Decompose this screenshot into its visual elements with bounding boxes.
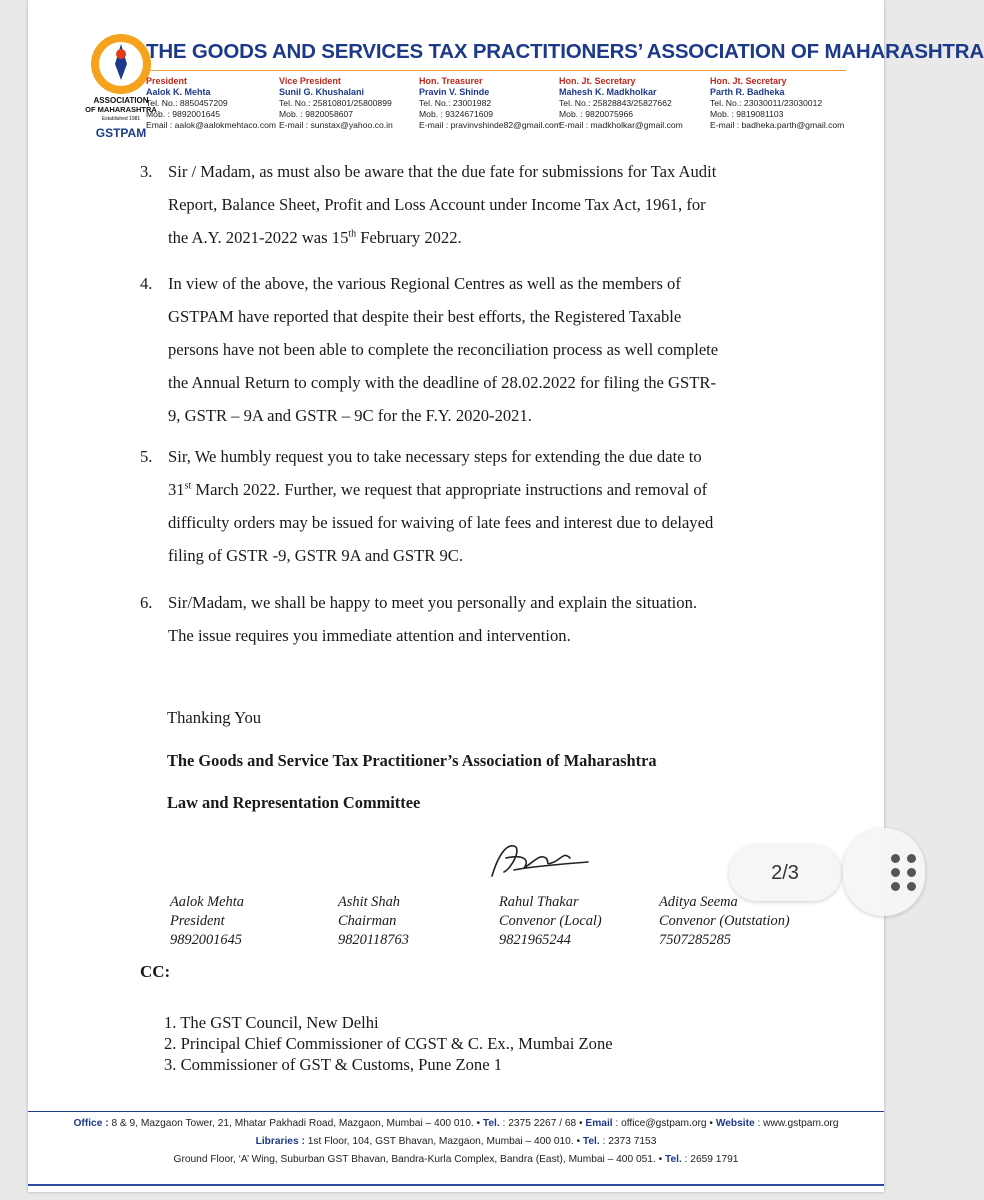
signatory-convenor-outstation: Aditya Seema Convenor (Outstation) 7507285285 (659, 894, 790, 948)
grip-dot-icon (907, 868, 916, 877)
cc-item: 1. The GST Council, New Delhi (164, 1013, 379, 1032)
footer-office-line: Office : 8 & 9, Mazgaon Tower, 21, Mhatar Pakhadi Road, Mazgaon, Mumbai – 400 010. • Tel. : 2375 2267 / 68 • Email : office@gstpam.org • Website : www.gstpam.org (73, 1118, 839, 1129)
paragraph-line: Sir / Madam, as must also be aware that the due fate for submissions for Tax Audit (168, 162, 717, 181)
office-bearer-vice-president: Vice President Sunil G. Khushalani Tel. No.: 25810801/25800899 Mob. : 9820058607 E-mail : sunstax@yahoo.co.in (279, 76, 393, 130)
grip-dot-icon (891, 868, 900, 877)
paragraph-line: Sir/Madam, we shall be happy to meet you personally and explain the situation. (168, 593, 698, 612)
cc-label: CC: (140, 962, 171, 981)
signature-icon (484, 836, 594, 886)
paragraph-line: Sir, We humbly request you to take necessary steps for extending the due date to (168, 447, 702, 466)
footer-bottom-rule (28, 1184, 884, 1186)
org-full-name: The Goods and Service Tax Practitioner’s Association of Maharashtra (167, 751, 657, 770)
logo-line2: OF MAHARASHTRA (85, 105, 157, 114)
logo-acronym: GSTPAM (95, 126, 147, 140)
paragraph-6 (140, 586, 812, 652)
footer-divider (28, 1111, 884, 1112)
cc-item: 2. Principal Chief Commissioner of CGST & C. Ex., Mumbai Zone (164, 1034, 613, 1053)
paragraph-5 (140, 440, 812, 572)
office-bearer-treasurer: Hon. Treasurer Pravin V. Shinde Tel. No.: 23001982 Mob. : 9324671609 E-mail : pravinvshinde82@gmail.com (419, 76, 561, 130)
footer-libraries-line: Libraries : 1st Floor, 104, GST Bhavan, Mazgaon, Mumbai – 400 010. • Tel. : 2373 7153 (255, 1136, 657, 1147)
paragraph-number: 4. (140, 274, 153, 293)
page-counter: 2/3 (729, 845, 841, 901)
paragraph-line: 9, GSTR – 9A and GSTR – 9C for the F.Y. 2020-2021. (168, 406, 532, 425)
paragraph-4 (140, 267, 812, 432)
paragraph-line: Report, Balance Sheet, Profit and Loss Account under Income Tax Act, 1961, for (168, 195, 706, 214)
office-bearer-jt-secretary-1: Hon. Jt. Secretary Mahesh K. Madkholkar Tel. No.: 25828843/25827662 Mob. : 9820075966 E-mail : madkholkar@gmail.com (559, 76, 683, 130)
paragraph-line: In view of the above, the various Regional Centres as well as the members of (168, 274, 681, 293)
cc-item: 3. Commissioner of GST & Customs, Pune Zone 1 (164, 1055, 503, 1074)
grip-dot-icon (907, 854, 916, 863)
signatory-president: Aalok Mehta President 9892001645 (170, 894, 244, 948)
signatory-convenor-local: Rahul Thakar Convenor (Local) 9821965244 (499, 894, 602, 948)
paragraph-line: filing of GSTR -9, GSTR 9A and GSTR 9C. (168, 546, 464, 565)
signatory-chairman: Ashit Shah Chairman 9820118763 (338, 894, 409, 948)
paragraph-line: difficulty orders may be issued for waiving of late fees and interest due to delayed (168, 513, 714, 532)
paragraph-number: 3. (140, 162, 153, 181)
thanking-you: Thanking You (167, 708, 262, 727)
cc-list (164, 1012, 613, 1075)
paragraph-line: The issue requires you immediate attention and intervention. (168, 626, 571, 645)
committee-name: Law and Representation Committee (167, 793, 421, 812)
paragraph-line: the A.Y. 2021-2022 was 15th February 2022. (168, 228, 462, 247)
paragraph-line: GSTPAM have reported that despite their best efforts, the Registered Taxable (168, 307, 682, 326)
office-bearer-jt-secretary-2: Hon. Jt. Secretary Parth R. Badheka Tel. No.: 23030011/23030012 Mob. : 9819081103 E-mail : badheka.parth@gmail.com (710, 76, 845, 130)
logo-line1: ASSOCIATION (93, 96, 149, 105)
office-bearer-president: President Aalok K. Mehta Tel. No.: 8850457209 Mob. : 9892001645 Email : aalok@aalokmehtaco.com (146, 76, 277, 130)
scroll-handle[interactable] (843, 828, 925, 916)
paragraph-number: 6. (140, 593, 153, 612)
header-divider (146, 70, 846, 71)
org-title: THE GOODS AND SERVICES TAX PRACTITIONERS’ ASSOCIATION OF MAHARASHTRA (146, 40, 984, 63)
paragraph-line: the Annual Return to comply with the deadline of 28.02.2022 for filing the GSTR- (168, 373, 716, 392)
footer-bkc-line: Ground Floor, ‘A’ Wing, Suburban GST Bhavan, Bandra-Kurla Complex, Bandra (East), Mumbai – 400 051. • Tel. : 2659 1791 (173, 1154, 739, 1165)
logo-established: Established 1981 (101, 116, 141, 122)
grip-dot-icon (907, 882, 916, 891)
document-page (28, 0, 984, 1192)
paragraph-line: 31st March 2022. Further, we request that appropriate instructions and removal of (168, 480, 708, 499)
grip-dot-icon (891, 882, 900, 891)
paragraph-line: persons have not been able to complete the reconciliation process as well complete (168, 340, 719, 359)
paragraph-number: 5. (140, 447, 153, 466)
paragraph-3 (140, 155, 812, 254)
grip-dot-icon (891, 854, 900, 863)
